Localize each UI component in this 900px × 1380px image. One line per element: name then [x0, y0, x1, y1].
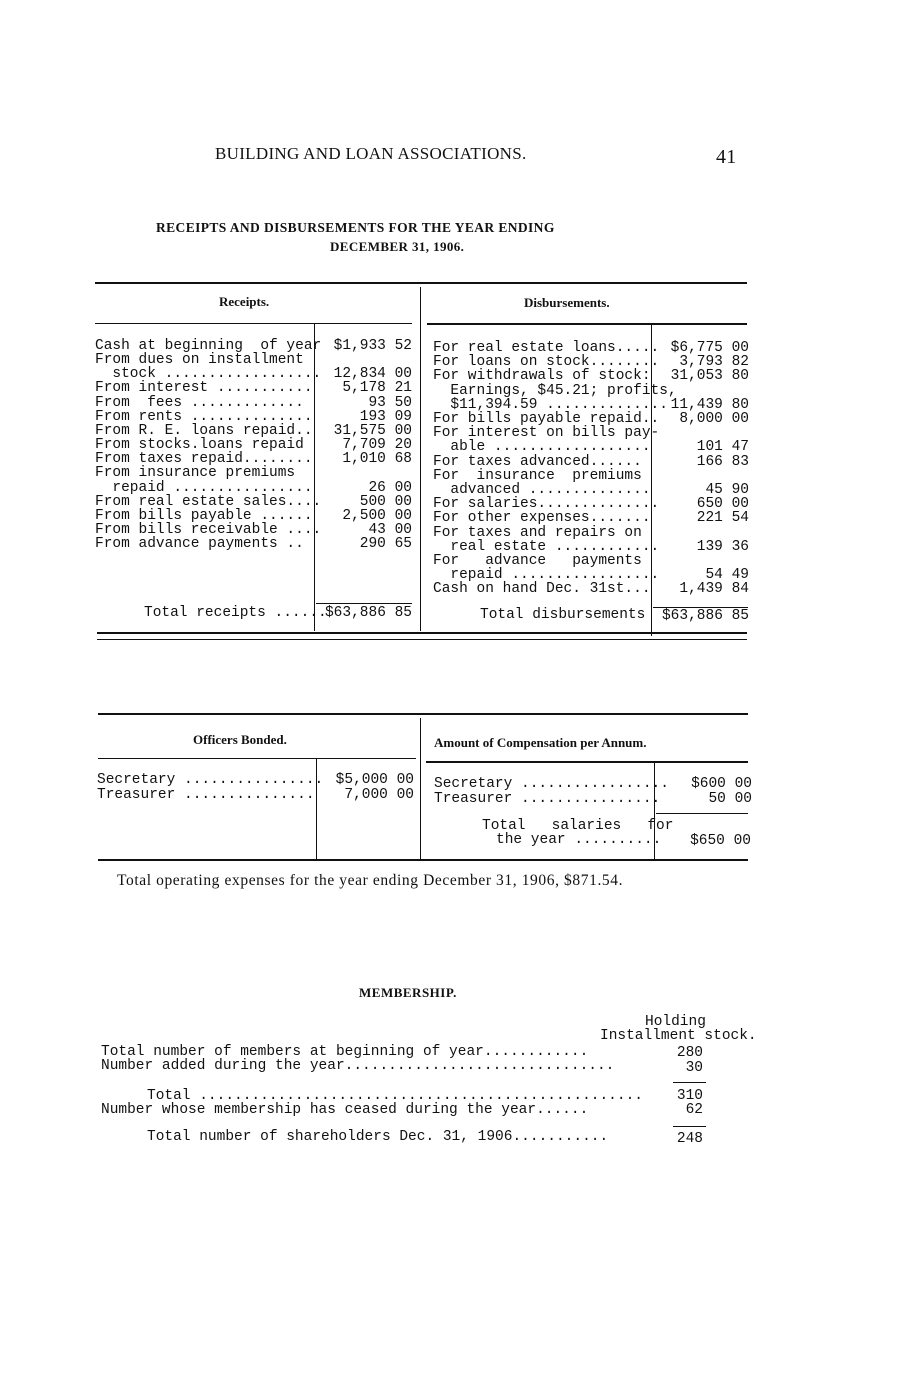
disbursement-row-label: Earnings, $45.21; profits,: [433, 382, 677, 399]
disbursement-row-amount: 101 47: [696, 439, 749, 456]
disbursement-row-label: For real estate loans.....: [433, 340, 660, 356]
receipt-row-amount: 2,500 00: [342, 507, 412, 524]
officer-row-amount: 7,000 00: [344, 787, 414, 803]
receipt-row-label: From dues on installment: [95, 352, 304, 369]
receipt-row-label: From interest ...........: [95, 380, 313, 397]
receipt-row-amount: 26 00: [368, 479, 412, 496]
disbursement-row-label: $11,394.59 ..............: [433, 396, 668, 413]
receipt-row-label: From taxes repaid........: [95, 451, 313, 468]
receipt-row-label: From insurance premiums: [95, 465, 296, 482]
disbursement-row-label: For other expenses.......: [433, 510, 651, 527]
disbursement-row-amount: 139 36: [696, 538, 749, 555]
receipt-row-amount: 1,010 68: [342, 451, 412, 468]
disbursement-row-label: For bills payable repaid..: [433, 411, 660, 427]
receipt-row-amount: 31,575 00: [333, 422, 412, 439]
receipt-row-amount: 43 00: [368, 521, 412, 538]
receipt-row-label: Cash at beginning of year: [95, 338, 322, 354]
compensation-row-amount: 50 00: [708, 791, 752, 807]
officers-bonded-header: Officers Bonded.: [193, 732, 287, 747]
compensation-row-label: Treasurer ................: [434, 791, 661, 807]
receipt-row-label: From fees .............: [95, 394, 304, 411]
total-receipts-value: $63,886 85: [324, 605, 412, 621]
receipt-row-label: From bills receivable ....: [95, 521, 322, 538]
receipt-row-amount: 5,178 21: [342, 380, 412, 397]
disbursement-row-label: able ..................: [433, 439, 651, 456]
receipt-row-amount: 193 09: [359, 408, 412, 425]
membership-total-value: 310: [676, 1088, 703, 1104]
receipt-row-label: From bills payable ......: [95, 507, 313, 524]
receipt-row-label: stock ..................: [95, 366, 322, 383]
disbursement-row-amount: 45 90: [705, 482, 749, 498]
receipt-row-label: repaid ................: [95, 479, 313, 496]
disbursement-row-label: For salaries..............: [433, 496, 660, 513]
membership-shareholders-value: 248: [676, 1131, 703, 1147]
disbursements-header: Disbursements.: [524, 295, 610, 310]
disbursement-row-amount: 650 00: [696, 496, 749, 513]
membership-shareholders-label: Total number of shareholders Dec. 31, 1906...........: [147, 1129, 609, 1145]
disbursement-row-label: Cash on hand Dec. 31st...: [433, 581, 651, 598]
disbursement-row-amount: 11,439 80: [670, 396, 749, 413]
receipt-row-label: From R. E. loans repaid..: [95, 422, 313, 439]
receipt-row-amount: 7,709 20: [342, 437, 412, 454]
membership-value-beginning: 280: [676, 1045, 703, 1061]
receipt-row-label: From advance payments ..: [95, 536, 304, 553]
receipt-row-amount: 290 65: [359, 536, 412, 553]
receipt-row-label: From stocks.loans repaid: [95, 437, 304, 454]
total-disbursements-value: $63,886 85: [661, 608, 749, 624]
disbursement-row-label: For advance payments: [433, 553, 642, 569]
membership-col-header-2: Installment stock.: [600, 1028, 757, 1044]
membership-row-beginning: Total number of members at beginning of year............: [101, 1044, 589, 1060]
compensation-row-label: Secretary .................: [434, 776, 669, 792]
compensation-header: Amount of Compensation per Annum.: [434, 735, 647, 750]
disbursement-row-label: For interest on bills pay-: [433, 425, 660, 442]
disbursement-row-label: For taxes and repairs on: [433, 524, 642, 541]
disbursement-row-label: For insurance premiums: [433, 467, 642, 484]
disbursement-row-label: For loans on stock........: [433, 354, 660, 371]
total-salaries-value: $650 00: [690, 833, 751, 849]
disbursement-row-amount: 1,439 84: [679, 581, 749, 598]
page-number: 41: [716, 146, 737, 168]
membership-title: MEMBERSHIP.: [359, 985, 457, 1000]
officer-row-label: Secretary ................: [97, 772, 324, 788]
receipt-row-amount: 93 50: [368, 394, 412, 411]
receipt-row-label: From rents ..............: [95, 408, 313, 425]
total-salaries-label-1: Total salaries for: [482, 818, 674, 834]
total-disbursements-label: Total disbursements: [480, 607, 646, 623]
total-salaries-label-2: the year ..........: [496, 832, 662, 848]
disbursement-row-amount: 8,000 00: [679, 411, 749, 427]
officer-row-label: Treasurer ...............: [97, 787, 315, 803]
operating-expenses-note: Total operating expenses for the year ending December 31, 1906, $871.54.: [117, 872, 624, 889]
membership-total-label: Total ...................................................: [147, 1088, 643, 1104]
receipt-row-label: From real estate sales....: [95, 493, 322, 510]
receipt-row-amount: 500 00: [359, 493, 412, 510]
receipt-row-amount: 12,834 00: [333, 366, 412, 383]
disbursement-row-label: For withdrawals of stock:: [433, 368, 651, 385]
disbursement-row-amount: 54 49: [705, 567, 749, 584]
membership-ceased-label: Number whose membership has ceased during the year......: [101, 1102, 589, 1118]
disbursement-row-label: repaid .................: [433, 567, 660, 584]
receipt-row-amount: $1,933 52: [333, 338, 412, 354]
disbursement-row-label: real estate ............: [433, 538, 660, 555]
membership-value-added: 30: [685, 1060, 703, 1076]
disbursement-row-label: For taxes advanced......: [433, 453, 642, 470]
membership-row-added: Number added during the year...............................: [101, 1058, 615, 1074]
compensation-row-amount: $600 00: [691, 776, 752, 792]
membership-ceased-value: 62: [685, 1102, 703, 1118]
membership-col-header-1: Holding: [645, 1014, 706, 1030]
section-title-line1: RECEIPTS AND DISBURSEMENTS FOR THE YEAR ENDING: [156, 220, 555, 235]
running-header-title: BUILDING AND LOAN ASSOCIATIONS.: [215, 144, 527, 163]
disbursement-row-amount: 31,053 80: [670, 368, 749, 385]
total-receipts-label: Total receipts ......: [144, 605, 327, 621]
disbursement-row-amount: $6,775 00: [670, 340, 749, 356]
receipts-header: Receipts.: [219, 294, 270, 309]
disbursement-row-amount: 166 83: [696, 453, 749, 470]
section-title-line2: DECEMBER 31, 1906.: [330, 239, 465, 254]
disbursement-row-amount: 221 54: [696, 510, 749, 527]
officer-row-amount: $5,000 00: [335, 772, 414, 788]
disbursement-row-label: advanced ..............: [433, 482, 651, 498]
disbursement-row-amount: 3,793 82: [679, 354, 749, 371]
